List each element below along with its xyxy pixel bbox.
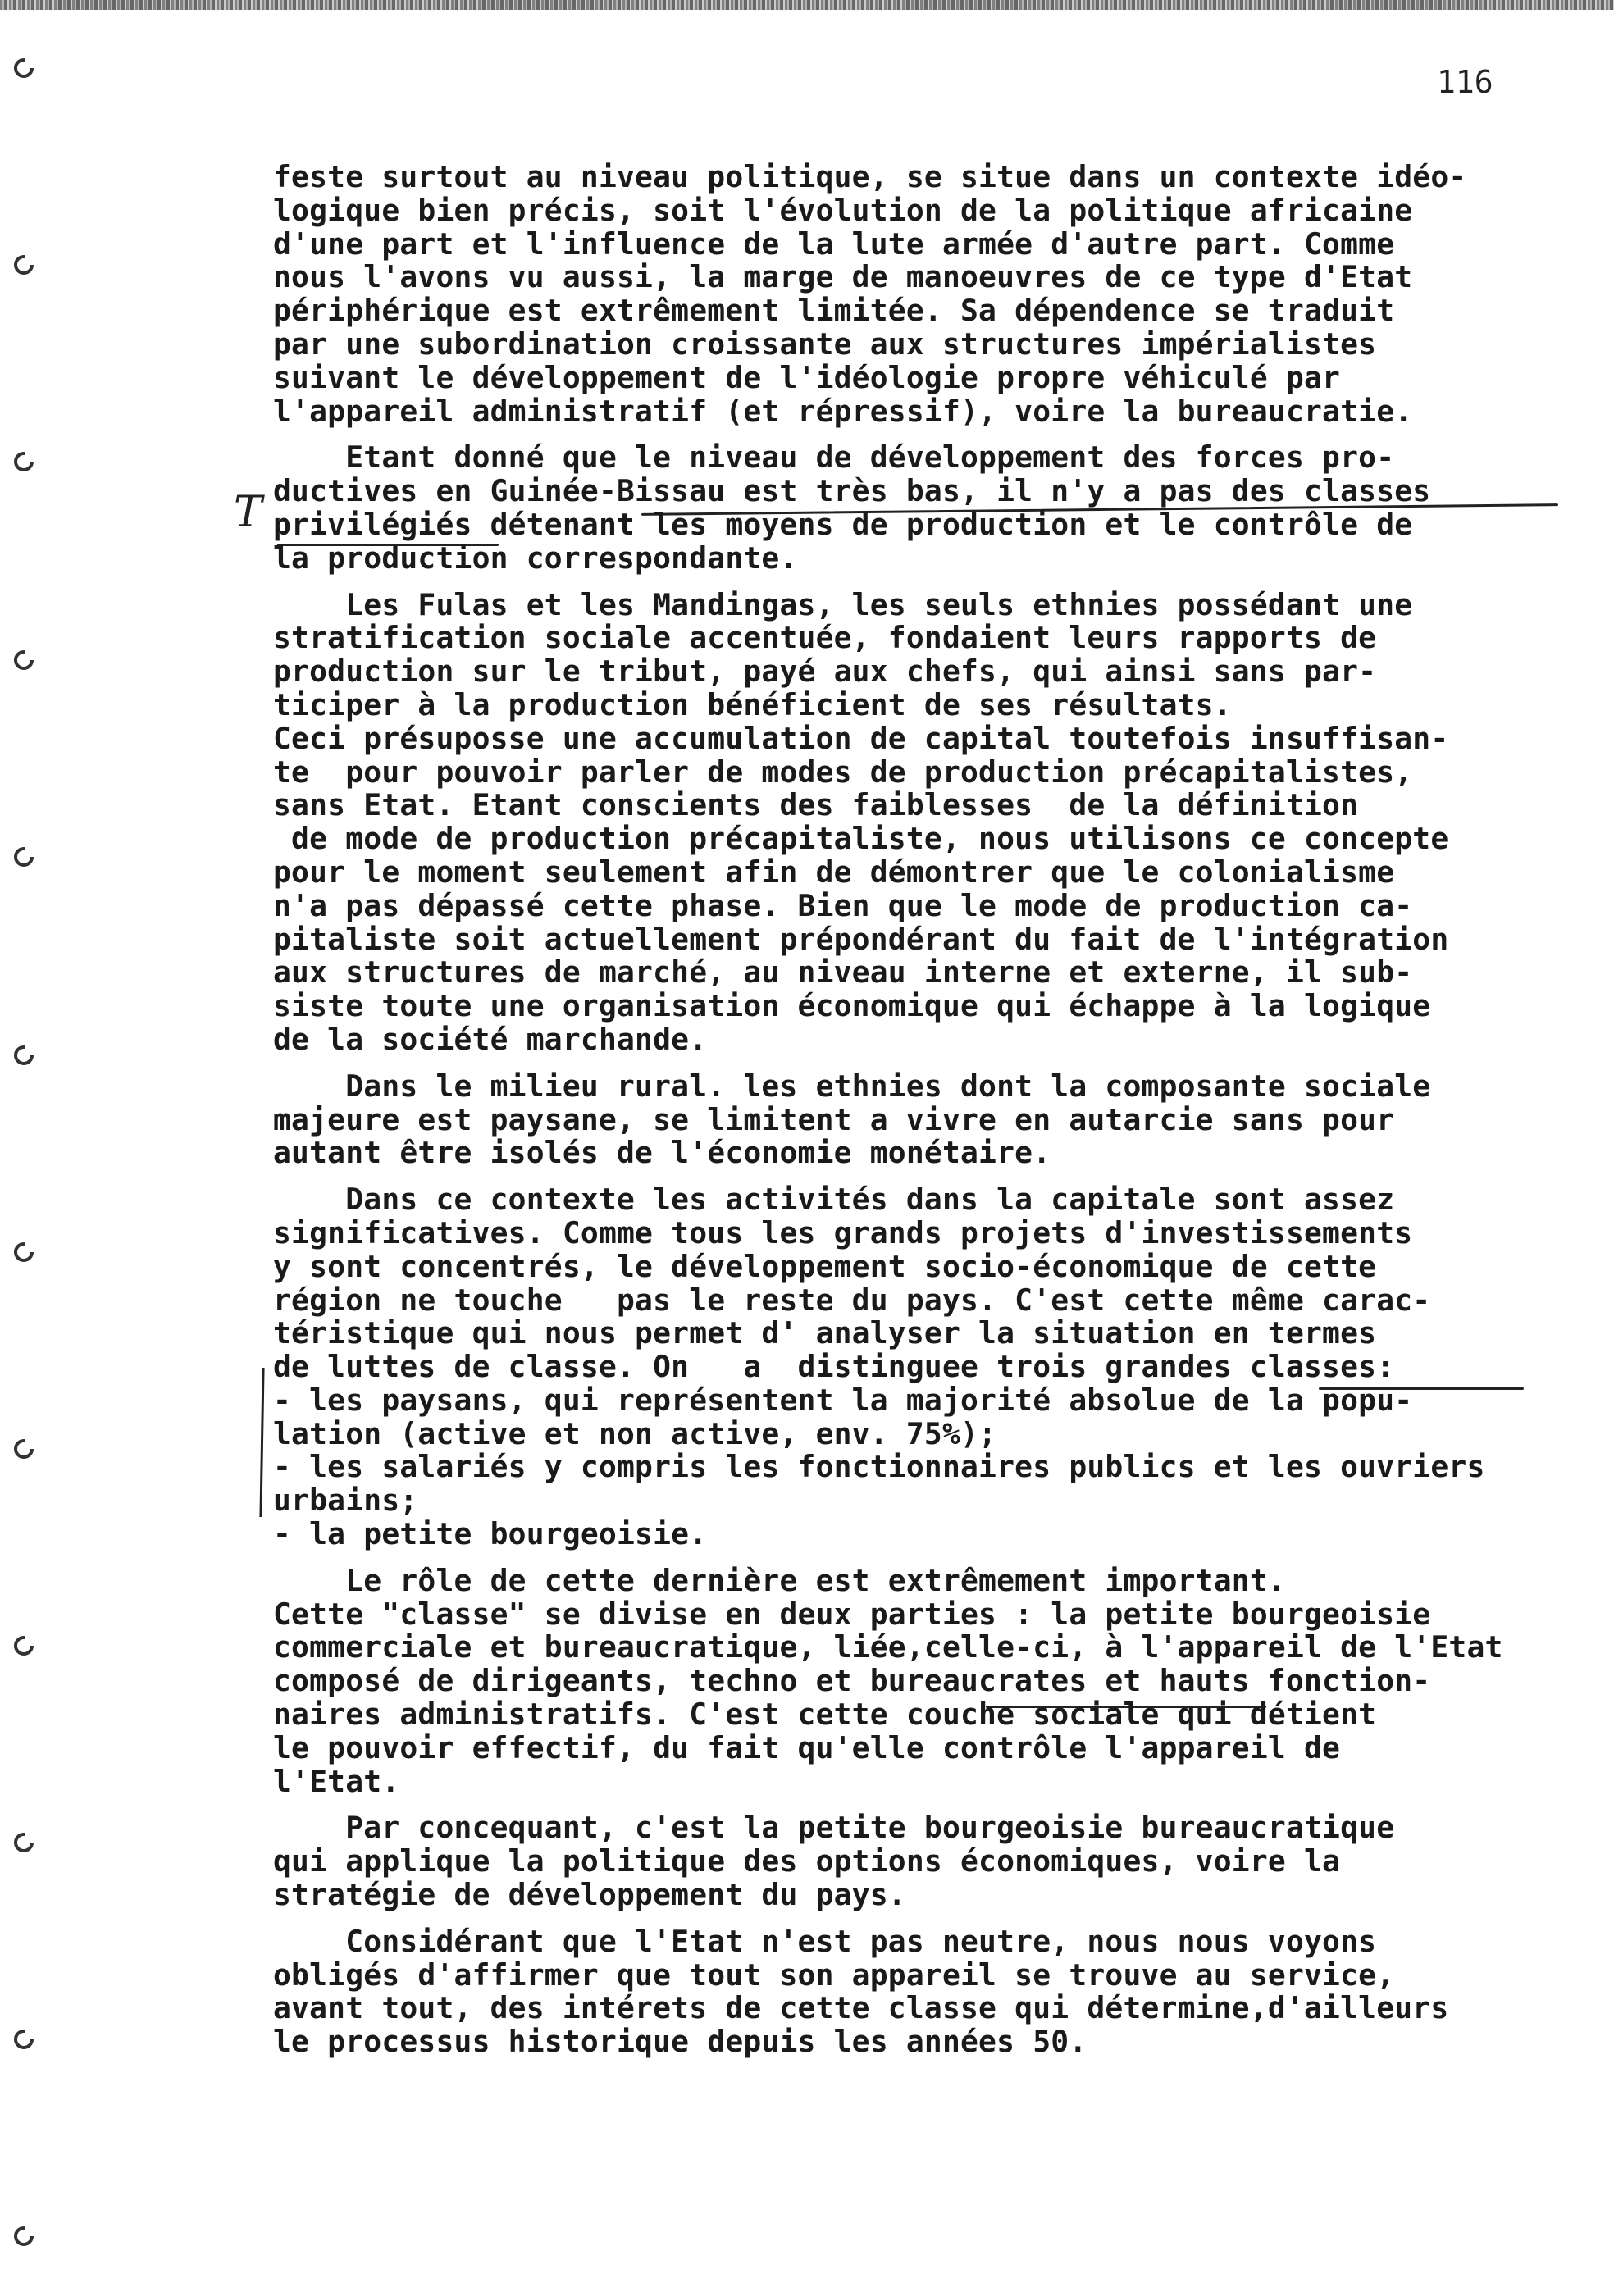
punch-hole-icon xyxy=(11,2027,36,2052)
punch-hole-icon xyxy=(11,1830,36,1855)
punch-hole-icon xyxy=(11,845,36,869)
text-line: feste surtout au niveau politique, se situe dans un contexte idéo- xyxy=(273,159,1467,194)
text-line: nous l'avons vu aussi, la marge de manoeuvres de ce type d'Etat xyxy=(273,259,1413,295)
text-line: stratification sociale accentuée, fondaient leurs rapports de xyxy=(273,620,1377,656)
text-line: le pouvoir effectif, du fait qu'elle contrôle l'appareil de xyxy=(273,1729,1341,1765)
text-line: production sur le tribut, payé aux chefs, qui ainsi sans par- xyxy=(273,654,1377,690)
punch-hole-icon xyxy=(11,1437,36,1461)
text-line: par une subordination croissante aux structures impérialistes xyxy=(273,326,1377,362)
text-line: - les salariés y compris les fonctionnaires publics et les ouvriers xyxy=(273,1449,1485,1485)
text-line: - la petite bourgeoisie. xyxy=(273,1516,708,1552)
punch-hole-icon xyxy=(11,253,36,277)
text-line: pour le moment seulement afin de démontrer que le colonialisme xyxy=(273,854,1395,890)
text-line: - les paysans, qui représentent la majorité absolue de la popu- xyxy=(273,1382,1413,1418)
text-line: lation (active et non active, env. 75%); xyxy=(273,1415,997,1451)
margin-annotation: T xyxy=(234,488,262,537)
punch-hole-icon xyxy=(11,1240,36,1264)
document-body xyxy=(273,161,1614,2059)
text-line: Les Fulas et les Mandingas, les seuls ethnies possédant une xyxy=(273,586,1413,622)
text-line: pitaliste soit actuellement prépondérant du fait de l'intégration xyxy=(273,921,1449,957)
text-line: significatives. Comme tous les grands projets d'investissements xyxy=(273,1214,1413,1250)
punch-hole-icon xyxy=(11,449,36,474)
text-line: Dans ce contexte les activités dans la capitale sont assez xyxy=(273,1182,1395,1218)
punch-hole-icon xyxy=(11,56,36,80)
text-line: de luttes de classe. On a distinguee trois grandes classes: xyxy=(273,1349,1395,1385)
text-line: région ne touche pas le reste du pays. C'est cette même carac- xyxy=(273,1282,1431,1318)
punch-hole-icon xyxy=(11,2224,36,2248)
text-line: téristique qui nous permet d' analyser la situation en termes xyxy=(273,1315,1377,1351)
margin-bracket xyxy=(259,1368,264,1517)
text-line: Le rôle de cette dernière est extrêmement important. xyxy=(273,1562,1286,1598)
text-line: composé de dirigeants, techno et bureaucrates et hauts fonction- xyxy=(273,1663,1431,1699)
text-line: n'a pas dépassé cette phase. Bien que le mode de production ca- xyxy=(273,887,1413,923)
text-line: qui applique la politique des options économiques, voire la xyxy=(273,1843,1341,1879)
text-line: de mode de production précapitaliste, nous utilisons ce concepte xyxy=(273,821,1449,857)
text-line: y sont concentrés, le développement socio-économique de cette xyxy=(273,1248,1377,1284)
text-line: Dans le milieu rural. les ethnies dont la composante sociale xyxy=(273,1068,1431,1104)
punch-hole-icon xyxy=(11,1043,36,1068)
text-line: avant tout, des intérets de cette classe qui détermine,d'ailleurs xyxy=(273,1990,1449,2026)
text-line: aux structures de marché, au niveau interne et externe, il sub- xyxy=(273,954,1413,991)
text-line: l'Etat. xyxy=(273,1763,400,1799)
text-line: l'appareil administratif (et répressif), voire la bureaucratie. xyxy=(273,393,1413,429)
page-number: 116 xyxy=(1437,64,1493,100)
text-line: commerciale et bureaucratique, liée,celle-ci, à l'appareil de l'Etat xyxy=(273,1629,1503,1665)
punch-hole-icon xyxy=(11,648,36,672)
text-line: siste toute une organisation économique qui échappe à la logique xyxy=(273,988,1431,1024)
text-line: Considérant que l'Etat n'est pas neutre, nous nous voyons xyxy=(273,1923,1377,1959)
scan-top-edge xyxy=(0,0,1614,10)
text-line: ductives en Guinée-Bissau est très bas, il n'y a pas des classes xyxy=(273,473,1431,509)
text-line: autant être isolés de l'économie monétaire. xyxy=(273,1135,1051,1171)
punch-hole-icon xyxy=(11,1633,36,1658)
text-line: d'une part et l'influence de la lute armée d'autre part. Comme xyxy=(273,226,1395,262)
text-line: ticiper à la production bénéficient de ses résultats. xyxy=(273,686,1232,722)
text-line: Par concequant, c'est la petite bourgeoisie bureaucratique xyxy=(273,1810,1395,1846)
text-line: urbains; xyxy=(273,1483,418,1519)
text-line: te pour pouvoir parler de modes de production précapitalistes, xyxy=(273,754,1413,790)
text-line: naires administratifs. C'est cette couche sociale qui détient xyxy=(273,1697,1377,1733)
text-line: Cette "classe" se divise en deux parties : la petite bourgeoisie xyxy=(273,1596,1431,1632)
text-line: majeure est paysane, se limitent a vivre en autarcie sans pour xyxy=(273,1101,1395,1137)
text-line: sans Etat. Etant conscients des faiblesses de la définition xyxy=(273,787,1359,823)
text-line: de la société marchande. xyxy=(273,1021,708,1057)
text-line: la production correspondante. xyxy=(273,540,798,576)
text-line: suivant le développement de l'idéologie propre véhiculé par xyxy=(273,359,1341,395)
text-line: Etant donné que le niveau de développement des forces pro- xyxy=(273,440,1395,476)
text-line: obligés d'affirmer que tout son appareil se trouve au service, xyxy=(273,1957,1395,1993)
text-line: périphérique est extrêmement limitée. Sa dépendence se traduit xyxy=(273,293,1395,329)
text-line: le processus historique depuis les années 50. xyxy=(273,2024,1087,2060)
text-line: Ceci présuposse une accumulation de capital toutefois insuffisan- xyxy=(273,720,1449,756)
text-line: stratégie de développement du pays. xyxy=(273,1877,906,1913)
text-line: logique bien précis, soit l'évolution de la politique africaine xyxy=(273,192,1413,228)
text-line: privilégiés détenant les moyens de production et le contrôle de xyxy=(273,506,1413,542)
